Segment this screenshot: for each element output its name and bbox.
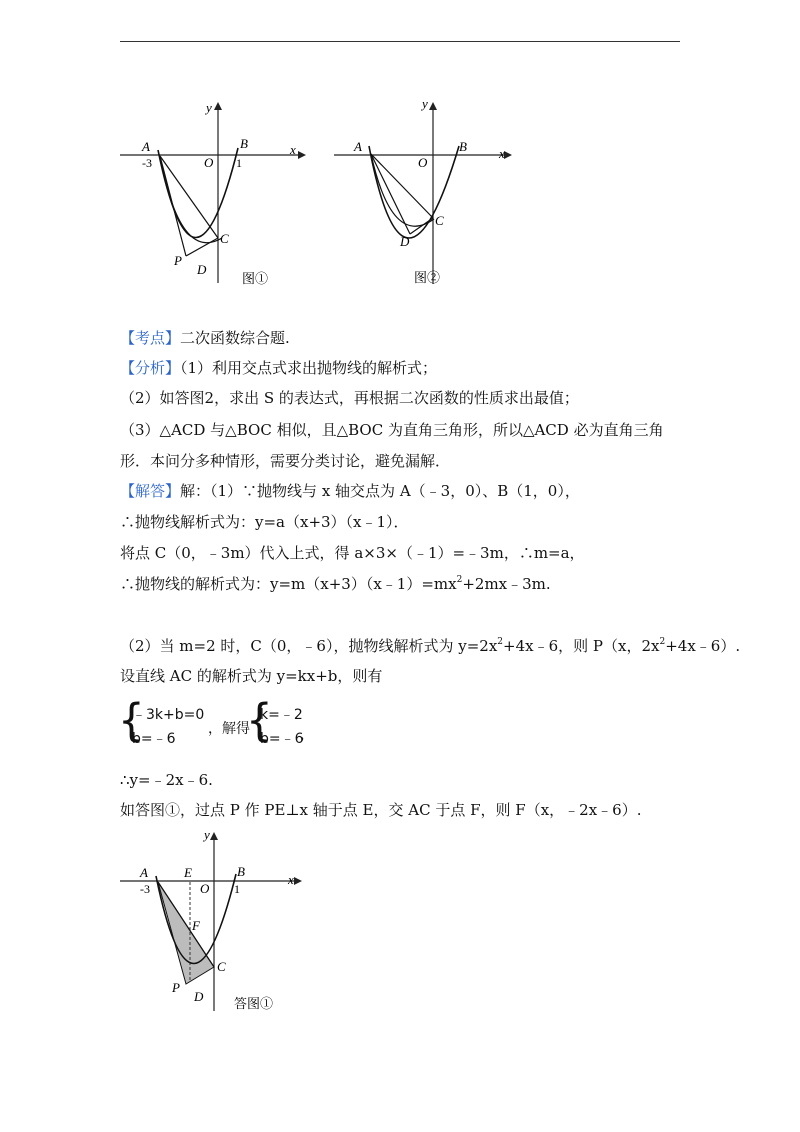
jieda-line-4 [120,574,551,594]
point-c-label: C [217,959,226,974]
figure-2 [334,94,524,284]
solution-eq-2: b=﹣6 [260,731,304,747]
y-axis-arrow-icon [214,102,222,110]
point-e-label: E [184,865,192,880]
jieda-line-4-sup: 2 [456,575,463,585]
answer-figure-1 [120,826,310,1016]
jieda-line-1 [120,481,580,501]
origin-label: O [204,155,214,170]
figure-2-caption: 图② [414,270,441,284]
fenxi-line-2: （2）如答图2，求出 S 的表达式，再根据二次函数的性质求出最值； [120,389,579,407]
y-axis-arrow-icon [210,832,218,840]
figure-1 [120,98,310,288]
shaded-triangle [158,882,214,984]
x-axis-label: x [288,872,294,887]
x-axis-label: x [290,142,296,157]
jieda-line-3: 将点 C（0，﹣3m）代入上式，得 a×3×（﹣1）=﹣3m，∴m=a， [120,544,585,562]
point-a-label: A [354,139,362,154]
point-p-label: P [174,253,182,268]
point-a-label: A [140,865,148,880]
x-axis-arrow-icon [504,151,512,159]
solution-eq-1: k=﹣2 [260,707,303,723]
y-axis-label: y [204,827,210,842]
point-d-label: D [194,989,204,1004]
origin-label: O [418,155,428,170]
fenxi-line-1 [120,358,437,378]
fenxi-line-3: （3）△ACD 与△BOC 相似，且△BOC 为直角三角形，所以△ACD 必为直角三角 [120,421,664,439]
kaodian-line [120,328,290,348]
point-c-label: C [435,213,444,228]
kaodian-text: 二次函数综合题. [180,329,290,347]
part2-line-1 [120,636,740,656]
right-brace-icon: { [246,694,273,747]
point-b-label: B [459,139,467,154]
point-p-label: P [172,980,180,995]
x-axis-label: x [499,146,505,161]
answer-figure-caption: 答图① [234,996,274,1011]
fenxi-tag: 【分析】 [120,359,181,377]
point-d-label: D [400,234,410,249]
point-a-label: A [142,139,150,154]
point-c-label: C [220,231,229,246]
part2-line-1-sup2: 2 [659,637,666,647]
tick-label-1: 1 [236,156,242,170]
point-b-label: B [240,136,248,151]
jieda-line-4-a: ∴抛物线的解析式为：y=m（x+3）（x﹣1）=mx [120,575,457,593]
part2-line-1-a: （2）当 m=2 时，C（0，﹣6），抛物线解析式为 y=2x [120,637,498,655]
point-d-label: D [197,262,207,277]
fenxi-text-1: （1）利用交点式求出抛物线的解析式； [180,359,438,377]
y-axis-arrow-icon [429,102,437,110]
y-axis-label: y [422,96,428,111]
point-b-label: B [237,864,245,879]
part2-line-4: 如答图①，过点 P 作 PE⊥x 轴于点 E，交 AC 于点 F，则 F（x，﹣2x﹣6）. [120,801,642,819]
y-axis-label: y [206,100,212,115]
jieda-tag: 【解答】 [120,482,181,500]
x-axis-arrow-icon [294,877,302,885]
kaodian-tag: 【考点】 [120,329,181,347]
x-axis-arrow-icon [298,151,306,159]
system-eq-2: b=﹣6 [132,731,176,747]
point-f-label: F [192,918,200,933]
tick-label-1: 1 [234,882,240,896]
tick-label-neg3: -3 [140,882,150,896]
jieda-line-2: ∴抛物线解析式为：y=a（x+3）（x﹣1）． [120,513,409,531]
system-eq-1: ﹣3k+b=0 [132,707,205,723]
header-rule [120,41,680,42]
part2-line-2: 设直线 AC 的解析式为 y=kx+b，则有 [120,667,383,685]
left-brace-icon: { [118,694,145,747]
part2-line-1-b: +4x﹣6，则 P（x，2x [503,637,660,655]
fenxi-line-4: 形．本问分多种情形，需要分类讨论，避免漏解． [120,452,451,470]
system-solve-label: ，解得 [208,721,250,737]
system-end-comma: ， [300,727,314,743]
jieda-text-1: 解：（1）∵抛物线与 x 轴交点为 A（﹣3，0）、B（1，0）， [180,482,580,500]
part2-line-1-sup1: 2 [497,637,504,647]
tick-label-neg3: -3 [142,156,152,170]
part2-line-1-c: +4x﹣6）. [665,637,741,655]
jieda-line-4-b: +2mx﹣3m. [462,575,551,593]
figure-1-caption: 图① [242,271,269,286]
result-line: ∴y=﹣2x﹣6. [120,771,213,789]
origin-label: O [200,881,210,896]
